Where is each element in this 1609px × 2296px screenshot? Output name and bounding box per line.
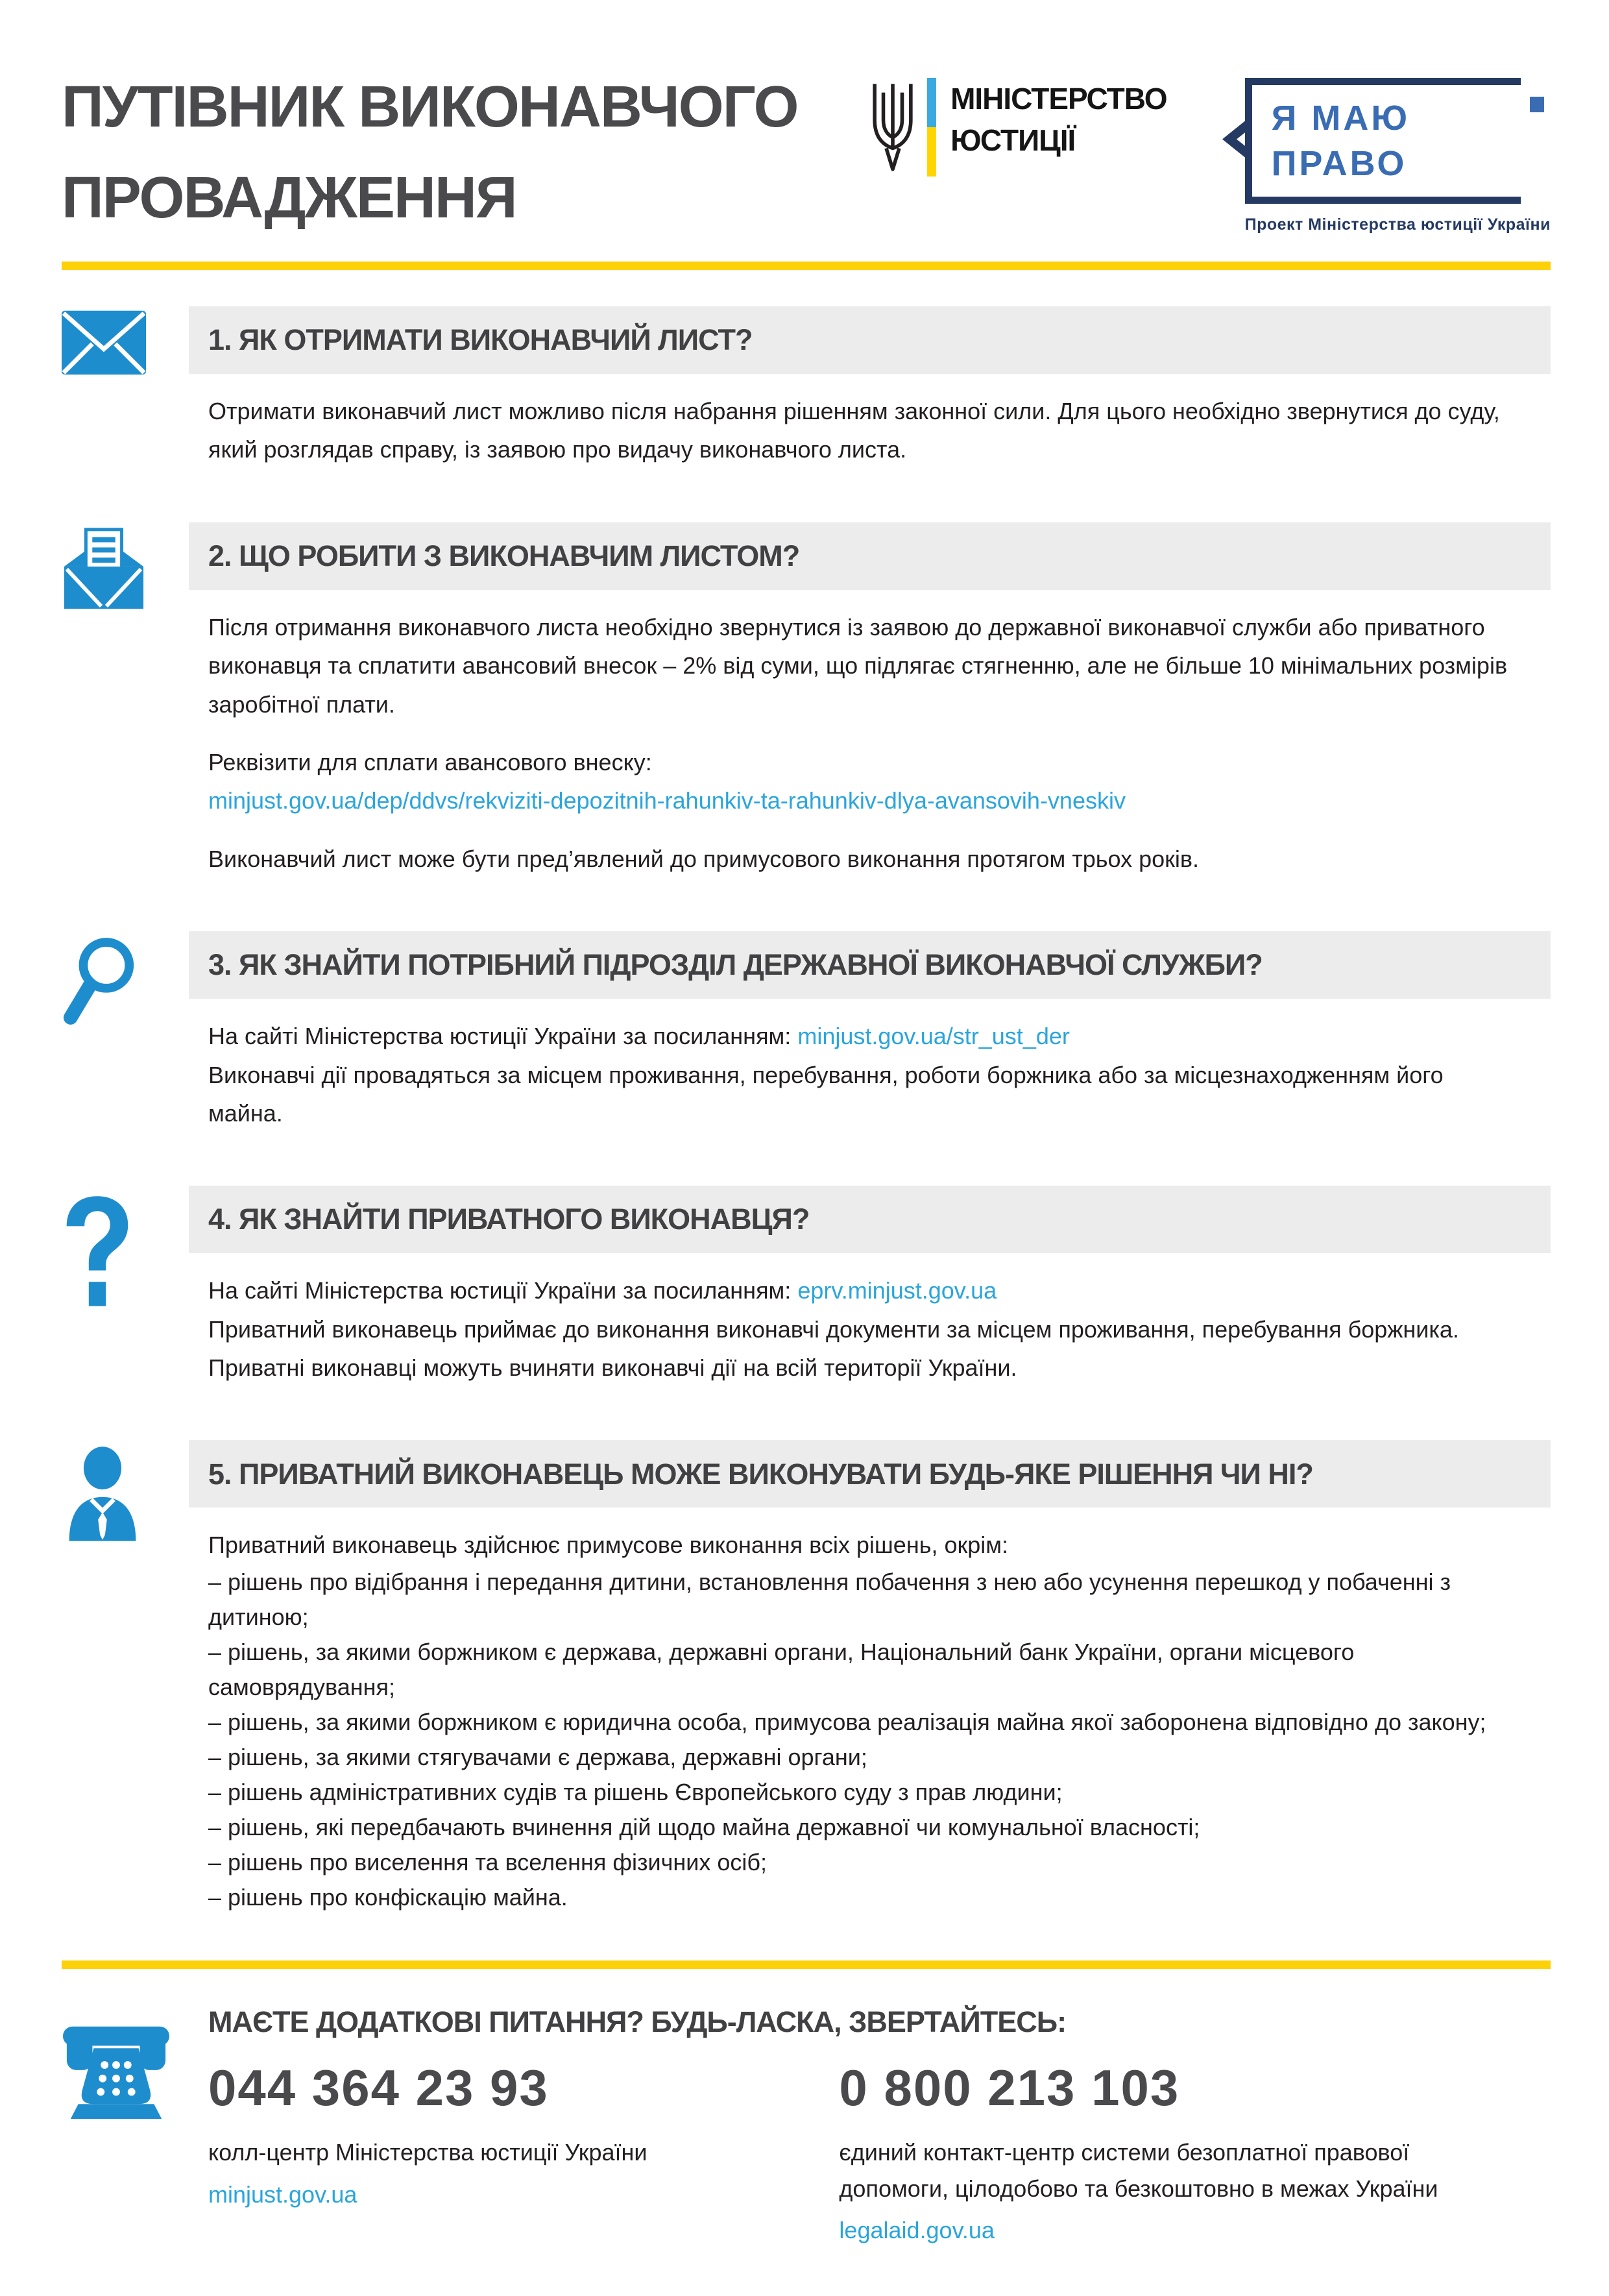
pravo-caption: Проект Міністерства юстиції України — [1244, 215, 1551, 234]
exclamation-mark-icon — [1530, 88, 1544, 112]
list-item — [208, 1880, 1519, 1915]
section-title: 3. ЯК ЗНАЙТИ ПОТРІБНИЙ ПІДРОЗДІЛ ДЕРЖАВНОЇ ВИКОНАВЧОЇ СЛУЖБИ? — [208, 948, 1263, 982]
phone-number-minjust: 044 364 23 93 — [208, 2058, 549, 2116]
section-title: 1. ЯК ОТРИМАТИ ВИКОНАВЧИЙ ЛИСТ? — [208, 323, 753, 357]
body-text: Реквізити для сплати авансового внеску: — [208, 748, 652, 776]
page-title-line1: ПУТІВНИК ВИКОНАВЧОГО — [62, 75, 798, 140]
section-row-1 — [62, 306, 1551, 469]
body-text: – рішень, які передбачають вчинення дій щодо майна державної чи комунальної власності; — [208, 1813, 1200, 1840]
flag-bar — [927, 78, 936, 177]
trident-icon — [867, 78, 918, 178]
pravo-text-line1: Я МАЮ — [1271, 99, 1410, 138]
person-icon — [62, 1440, 189, 1914]
list-item — [208, 1740, 1519, 1775]
body-text: – рішень, за якими боржником є держава, державні органи, Національний банк України, органи місцевого самоврядування; — [208, 1638, 1355, 1700]
inline-link[interactable]: minjust.gov.ua/str_ust_der — [797, 1023, 1070, 1050]
body-text: Приватний виконавець здійснює примусове виконання всіх рішень, окрім: — [208, 1532, 1008, 1559]
contact-row — [208, 2058, 1551, 2245]
footer — [62, 2005, 1551, 2245]
section-title: 5. ПРИВАТНИЙ ВИКОНАВЕЦЬ МОЖЕ ВИКОНУВАТИ БУДЬ-ЯКЕ РІШЕННЯ ЧИ НІ? — [208, 1457, 1313, 1491]
header-logos — [867, 78, 1551, 234]
body-paragraph — [208, 1526, 1519, 1564]
section-header-bar — [189, 931, 1551, 999]
ministry-name — [950, 78, 1167, 162]
body-text: Отримати виконавчий лист можливо після набрання рішенням законної сили. Для цього необхідно звернутися до суду, який розглядав справу, із заявою про видачу виконавчого листа. — [208, 398, 1500, 463]
envelope-icon — [62, 306, 189, 469]
ya-mayu-pravo-logo — [1245, 78, 1551, 234]
legalaid-link[interactable]: legalaid.gov.ua — [839, 2217, 995, 2244]
body-paragraph — [208, 840, 1519, 878]
phone-icon — [62, 2005, 189, 2245]
body-text: Приватний виконавець приймає до виконання виконавчі документи за місцем проживання, перебування боржника. Приватні виконавці можуть вчиняти виконавчі дії на всій території України. — [208, 1315, 1459, 1382]
body-text: На сайті Міністерства юстиції України за посиланням: — [208, 1277, 798, 1304]
section-main — [189, 1186, 1551, 1387]
yellow-divider-top — [62, 262, 1551, 270]
body-text: – рішень про конфіскацію майна. — [208, 1883, 568, 1911]
contact-minjust — [208, 2058, 839, 2245]
section-main — [189, 306, 1551, 469]
body-paragraph — [208, 608, 1519, 724]
inline-link[interactable]: eprv.minjust.gov.ua — [797, 1277, 997, 1304]
contact-caption-minjust: колл-центр Міністерства юстиції України — [208, 2138, 647, 2166]
pravo-text-line2: ПРАВО — [1271, 144, 1407, 184]
ministry-name-line2: ЮСТИЦІЇ — [950, 123, 1076, 158]
list-item — [208, 1845, 1519, 1880]
phone-number-legalaid: 0 800 213 103 — [839, 2058, 1180, 2116]
section-row-3 — [62, 931, 1551, 1132]
body-paragraph — [208, 1017, 1519, 1132]
section-header-bar — [189, 1440, 1551, 1508]
page-title-line2: ПРОВАДЖЕННЯ — [62, 165, 516, 230]
open-envelope-icon — [62, 522, 189, 878]
section-body — [189, 999, 1525, 1132]
list-item — [208, 1775, 1519, 1810]
body-text: – рішень адміністративних судів та рішень Європейського суду з прав людини; — [208, 1778, 1063, 1805]
body-text: На сайті Міністерства юстиції України за посиланням: — [208, 1023, 798, 1050]
contact-legalaid — [839, 2058, 1551, 2245]
page-title — [62, 62, 798, 243]
ministry-name-line1: МІНІСТЕРСТВО — [950, 82, 1167, 116]
section-header-bar — [189, 522, 1551, 590]
section-body — [189, 1253, 1525, 1387]
pravo-badge — [1245, 78, 1521, 204]
body-paragraph — [208, 743, 1519, 820]
body-text: Після отримання виконавчого листа необхідно звернутися із заявою до державної виконавчої служби або приватного виконавця та сплатити авансовий внесок – 2% від суми, що підлягає стягненню, але не більше 10 мінімальних розмірів заробітної плати. — [208, 613, 1508, 718]
section-header-bar — [189, 306, 1551, 374]
contact-caption-legalaid: єдиний контакт-центр системи безоплатної правової допомоги, цілодобово та безкоштовно в межах України — [839, 2138, 1438, 2202]
body-paragraph — [208, 392, 1519, 469]
section-body — [189, 374, 1525, 469]
yellow-divider-bottom — [62, 1960, 1551, 1969]
section-row-4 — [62, 1186, 1551, 1387]
minjust-link[interactable]: minjust.gov.ua — [208, 2180, 357, 2208]
section-main — [189, 522, 1551, 878]
section-title: 4. ЯК ЗНАЙТИ ПРИВАТНОГО ВИКОНАВЦЯ? — [208, 1203, 810, 1236]
list-item — [208, 1565, 1519, 1635]
magnifier-icon — [62, 931, 189, 1132]
list-item — [208, 1705, 1519, 1740]
section-row-2 — [62, 522, 1551, 878]
section-main — [189, 1440, 1551, 1914]
inline-link[interactable]: minjust.gov.ua/dep/ddvs/rekviziti-depozitnih-rahunkiv-ta-rahunkiv-dlya-avansovih-vneskiv — [208, 787, 1126, 814]
sections-container — [62, 306, 1551, 1915]
section-body — [189, 1508, 1525, 1914]
footer-main — [189, 2005, 1551, 2245]
body-paragraph — [208, 1271, 1519, 1387]
body-text: Виконавчі дії провадяться за місцем проживання, перебування, роботи боржника або за місцезнаходженням його майна. — [208, 1061, 1444, 1127]
section-main — [189, 931, 1551, 1132]
list-item — [208, 1810, 1519, 1845]
body-text: – рішень про відібрання і передання дитини, встановлення побачення з нею або усунення перешкод у побаченні з дитиною; — [208, 1568, 1451, 1630]
question-icon — [62, 1186, 189, 1387]
footer-heading: МАЄТЕ ДОДАТКОВІ ПИТАННЯ? БУДЬ-ЛАСКА, ЗВЕРТАЙТЕСЬ: — [208, 2005, 1067, 2038]
body-text: – рішень, за якими боржником є юридична особа, примусова реалізація майна якої заборонена відповідно до закону; — [208, 1708, 1486, 1735]
body-text: Виконавчий лист може бути пред’явлений до примусового виконання протягом трьох років. — [208, 845, 1200, 872]
section-body — [189, 590, 1525, 878]
section-title: 2. ЩО РОБИТИ З ВИКОНАВЧИМ ЛИСТОМ? — [208, 539, 800, 572]
body-text: – рішень, за якими стягувачами є держава, державні органи; — [208, 1743, 867, 1770]
body-text: – рішень про виселення та вселення фізичних осіб; — [208, 1848, 768, 1875]
pravo-text — [1272, 95, 1499, 186]
list-item — [208, 1635, 1519, 1705]
header — [62, 62, 1551, 243]
speech-arrow-icon — [1222, 116, 1252, 167]
ministry-of-justice-logo — [867, 78, 1167, 178]
section-header-bar — [189, 1186, 1551, 1253]
section-row-5 — [62, 1440, 1551, 1914]
